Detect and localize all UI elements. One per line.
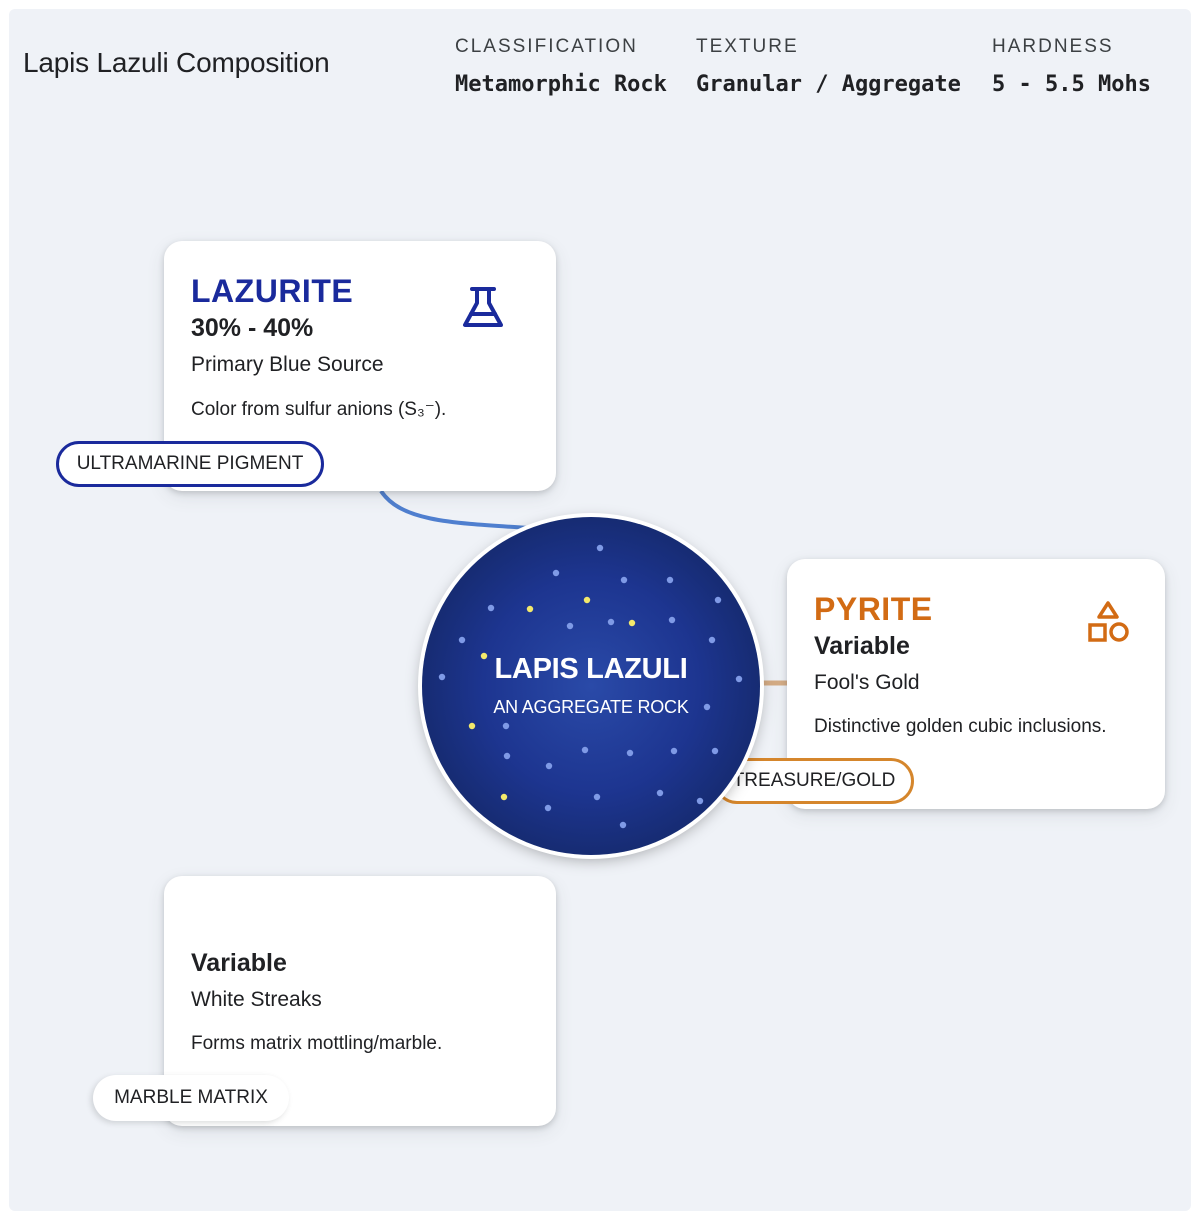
tag-treasure-gold: TREASURE/GOLD <box>714 758 914 804</box>
spec-classification-value: Metamorphic Rock <box>455 72 667 97</box>
speckle-dot <box>567 623 573 629</box>
diagram-canvas <box>9 9 1191 1211</box>
speckle-dot <box>545 805 551 811</box>
spec-texture-value: Granular / Aggregate <box>696 72 961 97</box>
center-subtitle: AN AGGREGATE ROCK <box>493 697 689 717</box>
speckle-dot <box>621 577 627 583</box>
spec-classification-label: CLASSIFICATION <box>455 36 638 57</box>
speckle-dot <box>629 620 635 626</box>
page-title: Lapis Lazuli Composition <box>23 47 330 78</box>
speckle-dot <box>627 750 633 756</box>
speckle-dot <box>469 723 475 729</box>
speckle-dot <box>715 597 721 603</box>
spec-hardness-label: HARDNESS <box>992 36 1114 57</box>
mineral-note: Forms matrix mottling/marble. <box>191 1033 443 1054</box>
speckle-dot <box>504 753 510 759</box>
mineral-amount: 30% - 40% <box>191 314 314 342</box>
tag-marble-matrix: MARBLE MATRIX <box>93 1075 289 1121</box>
mineral-role: Fool's Gold <box>814 671 920 694</box>
speckle-dot <box>488 605 494 611</box>
speckle-dot <box>503 723 509 729</box>
speckle-dot <box>671 748 677 754</box>
speckle-dot <box>553 570 559 576</box>
speckle-dot <box>584 597 590 603</box>
speckle-dot <box>594 794 600 800</box>
mineral-role: White Streaks <box>191 988 322 1011</box>
mineral-name: PYRITE <box>814 591 933 627</box>
speckle-dot <box>501 794 507 800</box>
speckle-dot <box>582 747 588 753</box>
speckle-dot <box>620 822 626 828</box>
mineral-amount: Variable <box>191 949 287 977</box>
spec-hardness-value: 5 - 5.5 Mohs <box>992 72 1151 97</box>
speckle-dot <box>597 545 603 551</box>
speckle-dot <box>709 637 715 643</box>
mineral-note: Color from sulfur anions (S₃⁻). <box>191 399 447 420</box>
speckle-dot <box>527 606 533 612</box>
speckle-dot <box>712 748 718 754</box>
mineral-note: Distinctive golden cubic inclusions. <box>814 716 1107 737</box>
speckle-dot <box>657 790 663 796</box>
mineral-name: LAZURITE <box>191 273 354 309</box>
speckle-dot <box>697 798 703 804</box>
center-node <box>422 517 760 855</box>
speckle-dot <box>608 619 614 625</box>
mineral-role: Primary Blue Source <box>191 353 384 376</box>
speckle-dot <box>459 637 465 643</box>
mineral-speckles <box>422 517 760 855</box>
speckle-dot <box>546 763 552 769</box>
center-title: LAPIS LAZULI <box>494 653 688 685</box>
mineral-amount: Variable <box>814 632 910 660</box>
shapes-icon <box>1082 599 1134 656</box>
speckle-dot <box>667 577 673 583</box>
tag-ultramarine-pigment: ULTRAMARINE PIGMENT <box>56 441 324 487</box>
speckle-dot <box>669 617 675 623</box>
spec-texture-label: TEXTURE <box>696 36 799 57</box>
flask-icon <box>460 284 510 337</box>
